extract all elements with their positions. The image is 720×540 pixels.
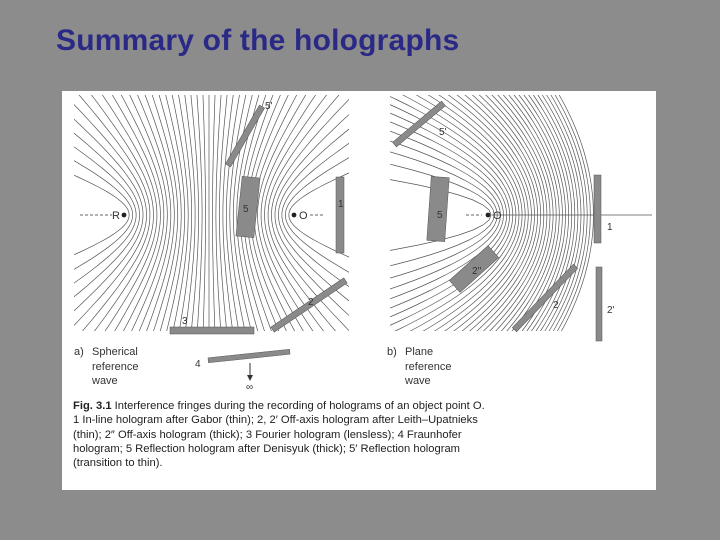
panel-a-label-1: 1 bbox=[338, 199, 344, 210]
figure-caption-number: Fig. 3.1 bbox=[73, 400, 112, 412]
panel-a-caption-line3: wave bbox=[92, 375, 118, 387]
panel-b-hologram-2prime bbox=[596, 267, 602, 341]
panel-a-caption-line1: Spherical bbox=[92, 346, 138, 358]
figure-panel bbox=[62, 91, 656, 490]
panel-a-label-5prime: 5' bbox=[265, 101, 273, 112]
panel-b-caption-line3: wave bbox=[405, 375, 431, 387]
panel-b-label-2: 2 bbox=[553, 300, 559, 311]
slide-title: Summary of the holographs bbox=[56, 24, 460, 57]
panel-b-label-o: O bbox=[493, 210, 502, 222]
panel-b-label-2prime: 2' bbox=[607, 305, 615, 316]
panel-a-source-r bbox=[80, 210, 126, 222]
panel-b-source-o bbox=[466, 210, 502, 222]
panel-b-label-5prime: 5' bbox=[439, 127, 447, 138]
panel-a-hologram-4 bbox=[208, 349, 290, 363]
panel-b-caption bbox=[387, 345, 451, 389]
panel-a-caption bbox=[74, 345, 138, 389]
figure-caption bbox=[73, 399, 493, 470]
panel-b-hologram-5prime bbox=[393, 101, 446, 147]
panel-a-label-2: 2 bbox=[308, 297, 314, 308]
panel-b-hologram-5 bbox=[427, 176, 449, 241]
panel-a-label-5: 5 bbox=[243, 204, 249, 215]
panel-a-hologram-1 bbox=[336, 177, 344, 253]
fringe-line bbox=[62, 91, 133, 446]
panel-a-tag: a) bbox=[74, 346, 84, 358]
figure-caption-text: Interference fringes during the recording of holograms of an object point O. 1 In-line hologram after Gabor (thin); 2, 2′ Off-axis hologram after Leith–Upatnieks (thin); 2″ Off-axis hologram (thick); 3 Fourier hologram (lensless); 4 Fraunhofer hologram; 5 Reflection hologram after Denisyuk (thick); 5′ Reflection hologram (transition to thin). bbox=[73, 400, 485, 470]
panel-b-label-2dprime: 2'' bbox=[472, 266, 482, 277]
panel-a-label-3: 3 bbox=[182, 316, 188, 327]
panel-a-source-o bbox=[292, 210, 324, 222]
panel-a-label-o: O bbox=[299, 210, 308, 222]
panel-a-caption-line2: reference bbox=[92, 360, 139, 373]
panel-a-fraunhofer-arrow bbox=[247, 363, 253, 381]
panel-a-hologram-3 bbox=[170, 327, 254, 334]
panel-a-label-r: R bbox=[112, 210, 120, 222]
panel-b-tag: b) bbox=[387, 346, 397, 358]
panel-b-caption-line1: Plane bbox=[405, 346, 434, 358]
panel-a-label-infinity: ∞ bbox=[246, 382, 254, 393]
panel-b-label-5: 5 bbox=[437, 210, 443, 221]
panel-b-caption-line2: reference bbox=[405, 360, 452, 373]
panel-b-label-1: 1 bbox=[607, 222, 613, 233]
panel-b-hologram-1 bbox=[594, 175, 601, 243]
panel-a-label-4: 4 bbox=[195, 359, 201, 370]
